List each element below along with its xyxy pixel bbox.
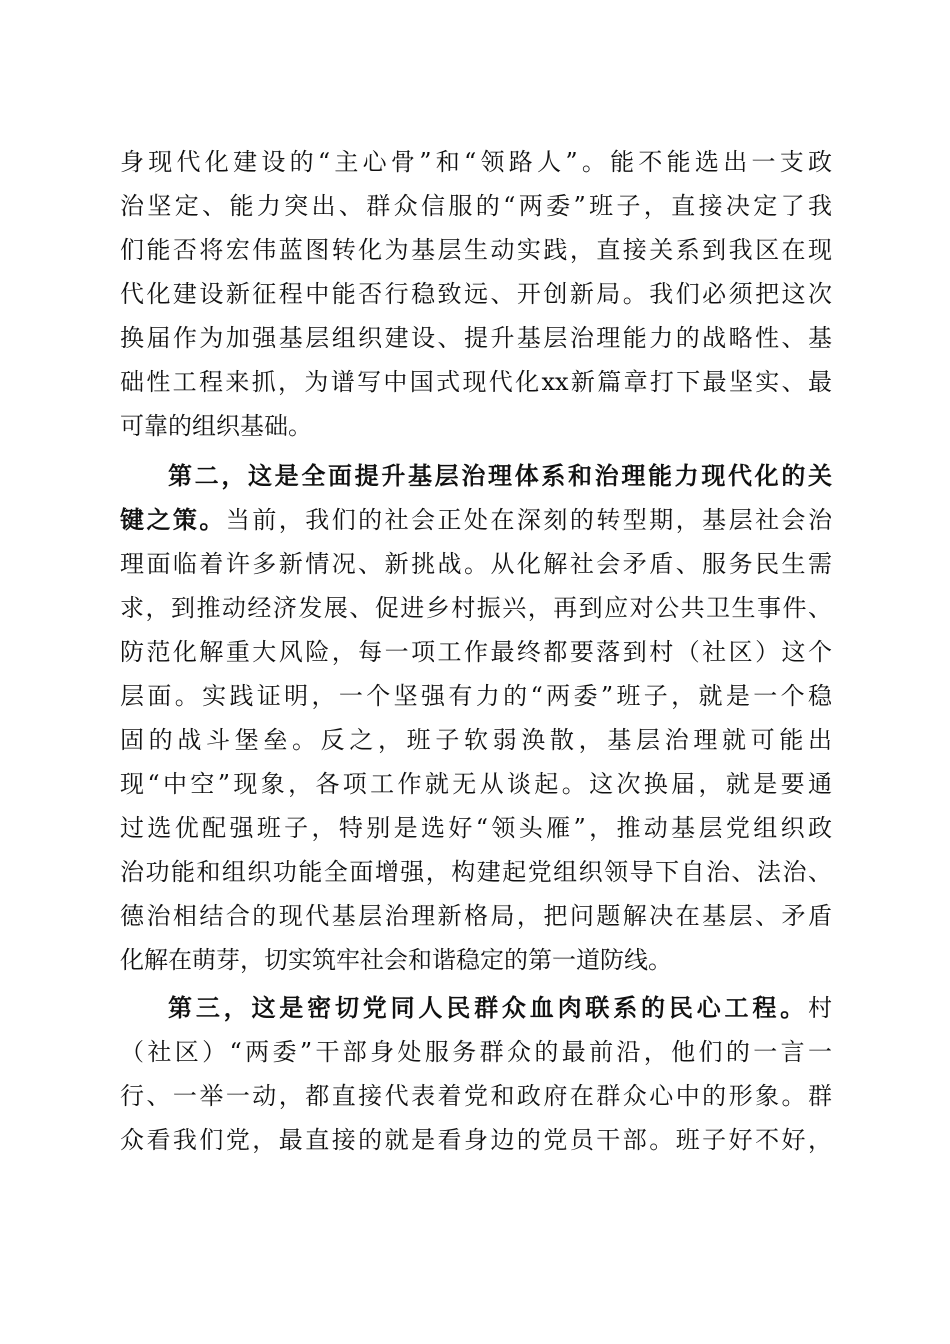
text-line: 身现代化建设的“主心骨”和“领路人”。能不能选出一支政 (120, 148, 832, 176)
paragraph-1 (120, 140, 832, 448)
text-line: 治坚定、能力突出、群众信服的“两委”班子，直接决定了我 (120, 192, 832, 220)
text-line (120, 454, 832, 498)
text-line: 行、一举一动，都直接代表着党和政府在群众心中的形象。群 (120, 1082, 832, 1110)
text-line: 固的战斗堡垒。反之，班子软弱涣散，基层治理就可能出 (120, 726, 832, 754)
paragraph-3 (120, 986, 832, 1162)
text-line: 层面。实践证明，一个坚强有力的“两委”班子，就是一个稳 (120, 682, 832, 710)
text-line: 可靠的组织基础。 (120, 412, 312, 440)
text-line: 防范化解重大风险，每一项工作最终都要落到村（社区）这个 (120, 638, 832, 666)
text-line: 换届作为加强基层组织建设、提升基层治理能力的战略性、基 (120, 324, 832, 352)
section-heading: 第三，这是密切党同人民群众血肉联系的民心工程。 (168, 993, 808, 1022)
text-line: 过选优配强班子，特别是选好“领头雁”，推动基层党组织政 (120, 814, 832, 842)
text-line: （社区）“两委”干部身处服务群众的最前沿，他们的一言一 (120, 1038, 832, 1066)
text-line: 键之策。当前，我们的社会正处在深刻的转型期，基层社会治 (120, 505, 833, 534)
text-line: 代化建设新征程中能否行稳致远、开创新局。我们必须把这次 (120, 280, 832, 308)
text-line: 众看我们党，最直接的就是看身边的党员干部。班子好不好， (120, 1126, 832, 1154)
text-line: 治功能和组织功能全面增强，构建起党组织领导下自治、法治、 (120, 858, 832, 886)
text-line: 理面临着许多新情况、新挑战。从化解社会矛盾、服务民生需 (120, 550, 832, 578)
text-line: 求，到推动经济发展、促进乡村振兴，再到应对公共卫生事件、 (120, 594, 832, 622)
section-heading: 键之策。 (120, 505, 226, 534)
text-line: 础性工程来抓，为谱写中国式现代化xx新篇章打下最坚实、最 (120, 368, 832, 396)
text-line: 们能否将宏伟蓝图转化为基层生动实践，直接关系到我区在现 (120, 236, 832, 264)
section-heading: 第二，这是全面提升基层治理体系和治理能力现代化的关 (168, 461, 832, 490)
paragraph-2 (120, 454, 832, 982)
text-line: 第三，这是密切党同人民群众血肉联系的民心工程。村 (168, 993, 832, 1022)
text-line: 化解在萌芽，切实筑牢社会和谐稳定的第一道防线。 (120, 946, 672, 974)
text-line: 德治相结合的现代基层治理新格局，把问题解决在基层、矛盾 (120, 902, 832, 930)
text-line: 现“中空”现象，各项工作就无从谈起。这次换届，就是要通 (120, 770, 832, 798)
